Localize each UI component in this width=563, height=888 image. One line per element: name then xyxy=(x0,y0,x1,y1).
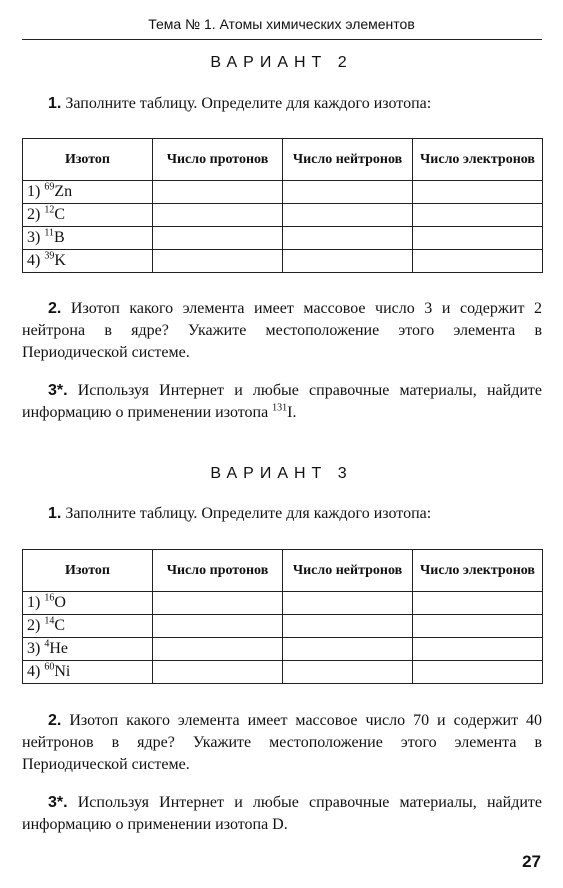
mass-number: 39 xyxy=(44,250,55,262)
isotope-cell xyxy=(23,615,153,638)
neutrons-cell[interactable] xyxy=(283,181,413,204)
variant-2-title: ВАРИАНТ 2 xyxy=(210,54,353,71)
neutrons-cell[interactable] xyxy=(283,592,413,615)
v3-header-electrons: Число электронов xyxy=(413,550,543,592)
mass-number: 60 xyxy=(44,661,55,673)
row-index: 4) xyxy=(27,252,41,269)
v3-task-1-number: 1. xyxy=(48,505,62,522)
electrons-cell[interactable] xyxy=(413,250,543,273)
v3-header-neutrons: Число нейтронов xyxy=(283,550,413,592)
header-divider xyxy=(22,39,542,40)
v2-task-3-text: Используя Интернет и любые справочные материалы, найдите информацию о применении изотопа xyxy=(22,382,542,421)
electrons-cell[interactable] xyxy=(413,181,543,204)
v2-task-3-end: . xyxy=(292,404,297,421)
isotope-cell xyxy=(23,250,153,273)
v2-task-3-isotope-mass: 131 xyxy=(272,402,288,414)
element-symbol: C xyxy=(54,617,65,634)
v3-task-1 xyxy=(22,503,542,525)
neutrons-cell[interactable] xyxy=(283,661,413,684)
v2-task-2 xyxy=(22,298,542,364)
row-index: 3) xyxy=(27,640,41,657)
v3-header-protons: Число протонов xyxy=(153,550,283,592)
protons-cell[interactable] xyxy=(153,592,283,615)
v3-task-2-number: 2. xyxy=(48,712,62,729)
electrons-cell[interactable] xyxy=(413,615,543,638)
protons-cell[interactable] xyxy=(153,661,283,684)
table-row xyxy=(23,661,543,684)
protons-cell[interactable] xyxy=(153,250,283,273)
topic-header: Тема № 1. Атомы химических элементов xyxy=(148,16,415,32)
table-row xyxy=(23,204,543,227)
element-symbol: K xyxy=(54,252,66,269)
protons-cell[interactable] xyxy=(153,204,283,227)
table-row xyxy=(23,227,543,250)
protons-cell[interactable] xyxy=(153,181,283,204)
v3-task-1-text: Заполните таблицу. Определите для каждого изотопа: xyxy=(65,505,432,522)
row-index: 3) xyxy=(27,229,41,246)
row-index: 4) xyxy=(27,663,41,680)
element-symbol: Zn xyxy=(54,183,73,200)
mass-number: 12 xyxy=(44,204,55,216)
v3-task-3-text: Используя Интернет и любые справочные материалы, найдите информацию о применении изотопа D. xyxy=(22,794,542,833)
v2-task-1-number: 1. xyxy=(48,95,62,112)
v3-isotope-table xyxy=(22,549,543,684)
element-symbol: He xyxy=(49,640,68,657)
v2-header-electrons: Число электронов xyxy=(413,139,543,181)
v2-header-neutrons: Число нейтронов xyxy=(283,139,413,181)
element-symbol: O xyxy=(54,594,66,611)
protons-cell[interactable] xyxy=(153,638,283,661)
electrons-cell[interactable] xyxy=(413,227,543,250)
neutrons-cell[interactable] xyxy=(283,227,413,250)
v2-isotope-table xyxy=(22,138,543,273)
v3-task-3-number: 3*. xyxy=(48,794,68,811)
neutrons-cell[interactable] xyxy=(283,638,413,661)
v2-task-3-number: 3*. xyxy=(48,382,68,399)
isotope-cell xyxy=(23,638,153,661)
table-row xyxy=(23,592,543,615)
isotope-cell xyxy=(23,204,153,227)
v2-task-2-number: 2. xyxy=(48,300,62,317)
v3-table-header-row xyxy=(23,550,543,592)
protons-cell[interactable] xyxy=(153,615,283,638)
isotope-cell xyxy=(23,592,153,615)
v3-task-2-text: Изотоп какого элемента имеет массовое число 70 и содержит 40 нейтронов в ядре? Укажите местоположение этого элемента в Периодической системе. xyxy=(22,712,543,773)
element-symbol: Ni xyxy=(54,663,71,680)
electrons-cell[interactable] xyxy=(413,592,543,615)
v3-task-3 xyxy=(22,792,542,836)
row-index: 1) xyxy=(27,594,41,611)
electrons-cell[interactable] xyxy=(413,638,543,661)
v2-task-3 xyxy=(22,380,542,424)
mass-number: 4 xyxy=(44,638,50,650)
table-row xyxy=(23,615,543,638)
neutrons-cell[interactable] xyxy=(283,250,413,273)
element-symbol: C xyxy=(54,206,65,223)
mass-number: 16 xyxy=(44,592,55,604)
v2-header-isotope: Изотоп xyxy=(23,139,153,181)
element-symbol: B xyxy=(53,229,65,246)
isotope-cell xyxy=(23,661,153,684)
mass-number: 14 xyxy=(44,615,55,627)
isotope-cell xyxy=(23,227,153,250)
row-index: 1) xyxy=(27,183,41,200)
v2-task-1-text: Заполните таблицу. Определите для каждого изотопа: xyxy=(65,95,432,112)
v3-task-2 xyxy=(22,710,542,776)
row-index: 2) xyxy=(27,206,41,223)
mass-number: 11 xyxy=(44,227,54,239)
v3-header-isotope: Изотоп xyxy=(23,550,153,592)
isotope-cell xyxy=(23,181,153,204)
mass-number: 69 xyxy=(44,181,55,193)
electrons-cell[interactable] xyxy=(413,661,543,684)
row-index: 2) xyxy=(27,617,41,634)
variant-3-title: ВАРИАНТ 3 xyxy=(210,465,353,482)
electrons-cell[interactable] xyxy=(413,204,543,227)
v2-table-header-row xyxy=(23,139,543,181)
neutrons-cell[interactable] xyxy=(283,204,413,227)
page-number: 27 xyxy=(522,852,541,871)
table-row xyxy=(23,181,543,204)
table-row xyxy=(23,638,543,661)
v2-task-3-isotope-symbol: I xyxy=(287,404,293,421)
v2-task-1 xyxy=(22,93,542,115)
v2-task-2-text: Изотоп какого элемента имеет массовое число 3 и содержит 2 нейтрона в ядре? Укажите местоположение этого элемента в Периодической системе. xyxy=(22,300,543,361)
v2-header-protons: Число протонов xyxy=(153,139,283,181)
protons-cell[interactable] xyxy=(153,227,283,250)
neutrons-cell[interactable] xyxy=(283,615,413,638)
table-row xyxy=(23,250,543,273)
